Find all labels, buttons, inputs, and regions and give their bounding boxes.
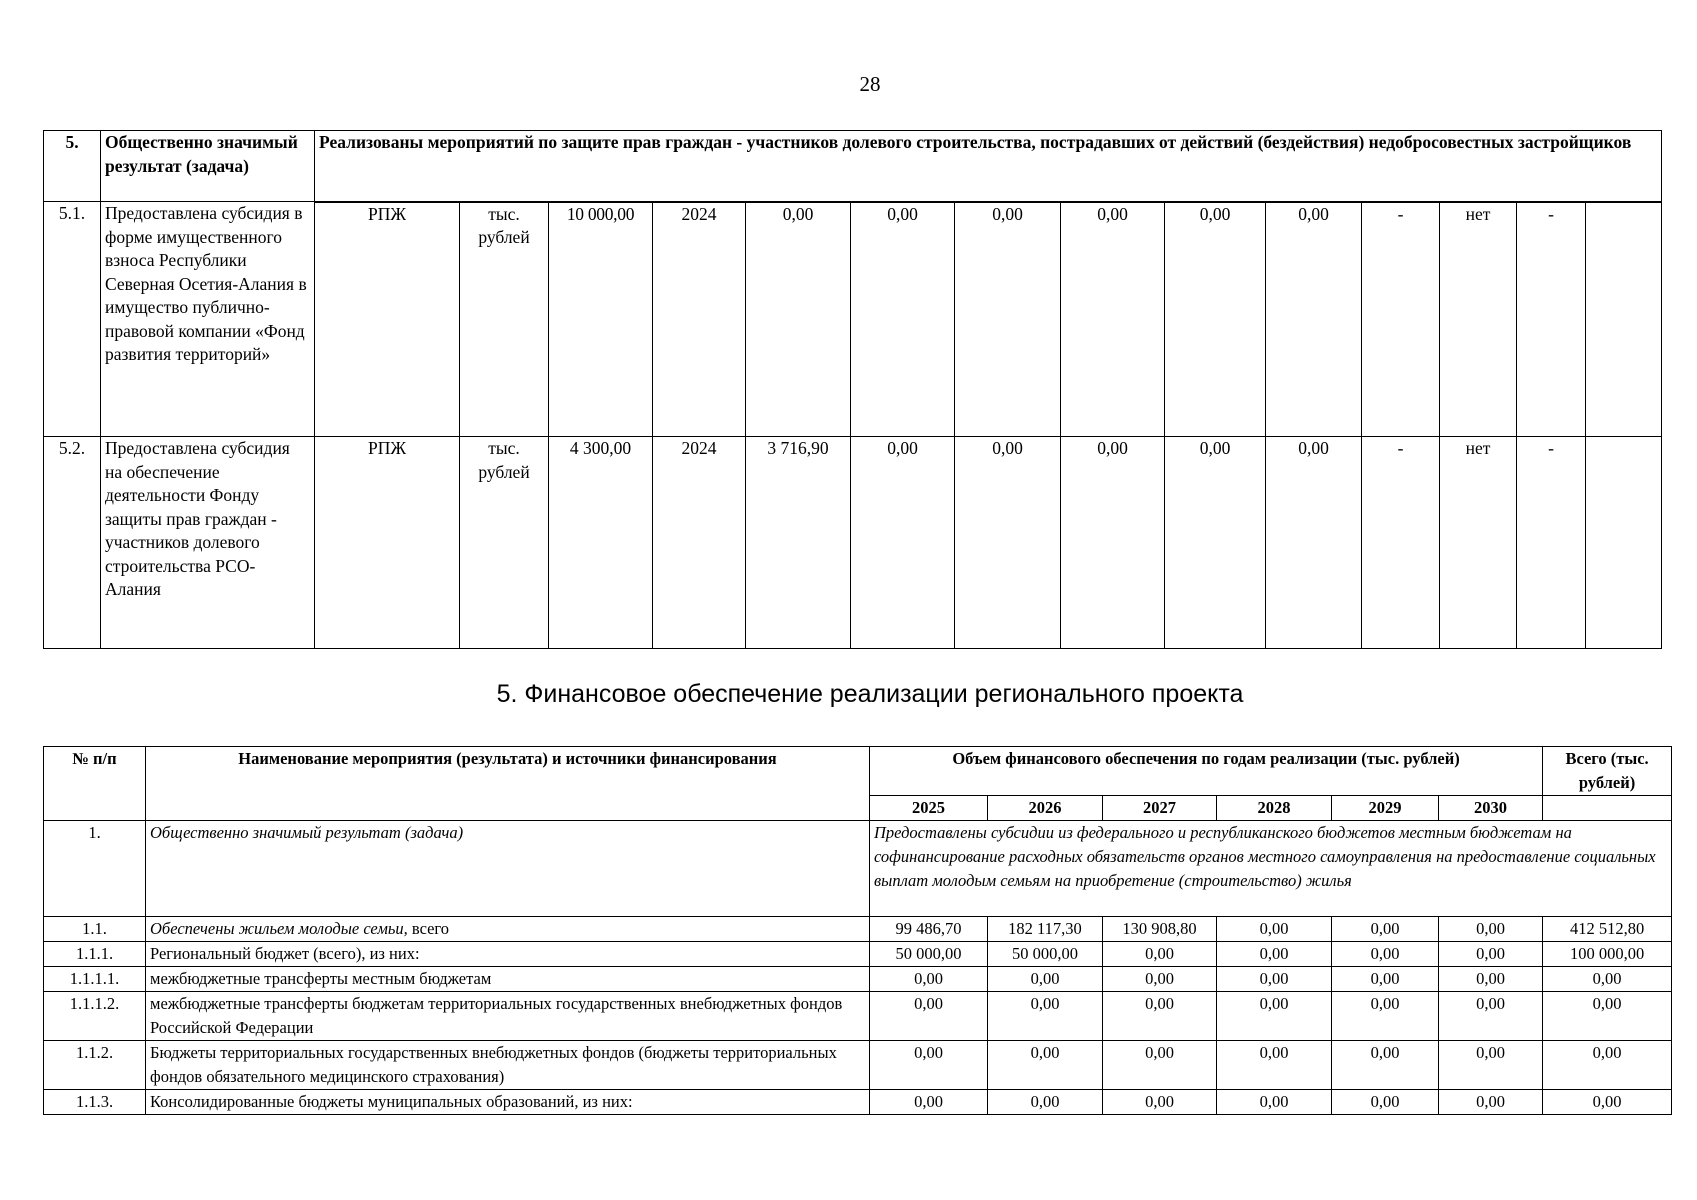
row-value: 0,00 (1217, 992, 1332, 1041)
row-value: 0,00 (1439, 992, 1543, 1041)
row-value: 0,00 (1217, 1041, 1332, 1090)
row-total: 0,00 (1543, 967, 1672, 992)
row-value: 0,00 (870, 1041, 988, 1090)
row-year: 2024 (653, 202, 746, 437)
table-row (44, 1090, 1672, 1115)
row-value: 0,00 (1439, 917, 1543, 942)
header-num: № п/п (44, 747, 146, 821)
row-value: 0,00 (1103, 942, 1217, 967)
row-name: Бюджеты территориальных государственных внебюджетных фондов (бюджеты территориальных фондов обязательного медицинского страхования) (146, 1041, 870, 1090)
row-num: 1.1.1. (44, 942, 146, 967)
row-total: 0,00 (1543, 1041, 1672, 1090)
row-value: 3 716,90 (746, 437, 851, 649)
table-row (44, 942, 1672, 967)
task-label: Общественно значимый результат (задача) (146, 821, 870, 917)
row-value: 0,00 (1439, 967, 1543, 992)
section-text: Реализованы мероприятий по защите прав граждан - участников долевого строительства, пострадавших от действий (бездействия) недобросовестных застройщиков (315, 131, 1662, 202)
row-value: 99 486,70 (870, 917, 988, 942)
header-volume: Объем финансового обеспечения по годам реализации (тыс. рублей) (870, 747, 1543, 796)
row-value: 0,00 (1266, 437, 1362, 649)
row-value: 0,00 (1061, 202, 1165, 437)
row-total: 0,00 (1543, 1090, 1672, 1115)
task-text: Предоставлены субсидии из федерального и республиканского бюджетов местным бюджетам на софинансирование расходных обязательств органов местного самоуправления на предоставление социальных выплат молодым семьям на приобретение (строительство) жилья (870, 821, 1672, 917)
row-value: 0,00 (1332, 1090, 1439, 1115)
table-row (44, 202, 1662, 437)
row-flag: нет (1440, 202, 1517, 437)
table-row (44, 992, 1672, 1041)
row-name: Региональный бюджет (всего), из них: (146, 942, 870, 967)
row-num: 1.1. (44, 917, 146, 942)
header-year: 2026 (988, 796, 1103, 821)
row-unit: тыс. рублей (460, 202, 549, 437)
header-total: Всего (тыс. рублей) (1543, 747, 1672, 796)
row-value: 0,00 (1165, 202, 1266, 437)
row-value: 0,00 (1332, 942, 1439, 967)
header-row (44, 747, 1672, 796)
row-value: 0,00 (851, 437, 955, 649)
section-label: Общественно значимый результат (задача) (101, 131, 315, 202)
section-title: 5. Финансовое обеспечение реализации регионального проекта (496, 680, 1244, 708)
task-row (44, 821, 1672, 917)
header-name: Наименование мероприятия (результата) и источники финансирования (146, 747, 870, 821)
section-row (44, 131, 1662, 202)
row-num: 1.1.1.2. (44, 992, 146, 1041)
row-value: 0,00 (870, 1090, 988, 1115)
row-base: 10 000,00 (549, 202, 653, 437)
row-value: 0,00 (1061, 437, 1165, 649)
task-num: 1. (44, 821, 146, 917)
row-value: 0,00 (1217, 942, 1332, 967)
row-num: 5.1. (44, 202, 101, 437)
row-value: 0,00 (1103, 1041, 1217, 1090)
table-row (44, 437, 1662, 649)
row-name (146, 917, 870, 942)
row-value: 0,00 (1103, 992, 1217, 1041)
row-value: 0,00 (988, 992, 1103, 1041)
row-value: 0,00 (1217, 917, 1332, 942)
row-value: 0,00 (851, 202, 955, 437)
header-year: 2029 (1332, 796, 1439, 821)
row-value: 0,00 (1439, 942, 1543, 967)
row-value: 0,00 (746, 202, 851, 437)
header-total-blank (1543, 796, 1672, 821)
row-dash: - (1517, 202, 1586, 437)
row-value: 0,00 (1217, 1090, 1332, 1115)
row-base: 4 300,00 (549, 437, 653, 649)
row-value: 50 000,00 (988, 942, 1103, 967)
row-value: 0,00 (988, 1090, 1103, 1115)
row-total: 0,00 (1543, 992, 1672, 1041)
row-name-rest: всего (407, 919, 450, 938)
row-empty (1586, 437, 1662, 649)
row-value: 0,00 (955, 202, 1061, 437)
header-year: 2030 (1439, 796, 1543, 821)
row-name: Консолидированные бюджеты муниципальных образований, из них: (146, 1090, 870, 1115)
row-value: 0,00 (1165, 437, 1266, 649)
row-org: РПЖ (315, 202, 460, 437)
row-value: 0,00 (988, 1041, 1103, 1090)
row-value: 0,00 (870, 992, 988, 1041)
row-flag: нет (1440, 437, 1517, 649)
row-value: 0,00 (1439, 1090, 1543, 1115)
row-value: 130 908,80 (1103, 917, 1217, 942)
row-name: Предоставлена субсидия на обеспечение деятельности Фонду защиты прав граждан - участников долевого строительства РСО-Алания (101, 437, 315, 649)
row-value: 0,00 (1332, 1041, 1439, 1090)
row-name: межбюджетные трансферты бюджетам территориальных государственных внебюджетных фондов Российской Федерации (146, 992, 870, 1041)
row-value: 0,00 (955, 437, 1061, 649)
row-total: 100 000,00 (1543, 942, 1672, 967)
table-row (44, 967, 1672, 992)
table-row (44, 917, 1672, 942)
row-value: 0,00 (1332, 992, 1439, 1041)
row-value: 50 000,00 (870, 942, 988, 967)
row-unit: тыс. рублей (460, 437, 549, 649)
row-dash: - (1362, 437, 1440, 649)
row-empty (1586, 202, 1662, 437)
section-num: 5. (44, 131, 101, 202)
row-value: 0,00 (1217, 967, 1332, 992)
results-table (43, 130, 1662, 649)
row-value: 0,00 (1439, 1041, 1543, 1090)
financing-table (43, 746, 1672, 1115)
row-value: 0,00 (870, 967, 988, 992)
row-value: 0,00 (1266, 202, 1362, 437)
row-org: РПЖ (315, 437, 460, 649)
row-total: 412 512,80 (1543, 917, 1672, 942)
row-name: Предоставлена субсидия в форме имущественного взноса Республики Северная Осетия-Алания в имущество публично-правовой компании «Фонд развития территорий» (101, 202, 315, 437)
row-value: 0,00 (1332, 967, 1439, 992)
page-number: 28 (859, 72, 881, 96)
table-row (44, 1041, 1672, 1090)
row-num: 5.2. (44, 437, 101, 649)
row-value: 0,00 (1103, 1090, 1217, 1115)
row-dash: - (1362, 202, 1440, 437)
row-dash: - (1517, 437, 1586, 649)
row-value: 0,00 (1103, 967, 1217, 992)
row-value: 0,00 (1332, 917, 1439, 942)
row-num: 1.1.2. (44, 1041, 146, 1090)
row-num: 1.1.1.1. (44, 967, 146, 992)
header-year: 2028 (1217, 796, 1332, 821)
row-name-italic: Обеспечены жильем молодые семьи, (150, 919, 408, 938)
row-name: межбюджетные трансферты местным бюджетам (146, 967, 870, 992)
header-year: 2025 (870, 796, 988, 821)
row-num: 1.1.3. (44, 1090, 146, 1115)
row-value: 182 117,30 (988, 917, 1103, 942)
row-value: 0,00 (988, 967, 1103, 992)
header-year: 2027 (1103, 796, 1217, 821)
row-year: 2024 (653, 437, 746, 649)
